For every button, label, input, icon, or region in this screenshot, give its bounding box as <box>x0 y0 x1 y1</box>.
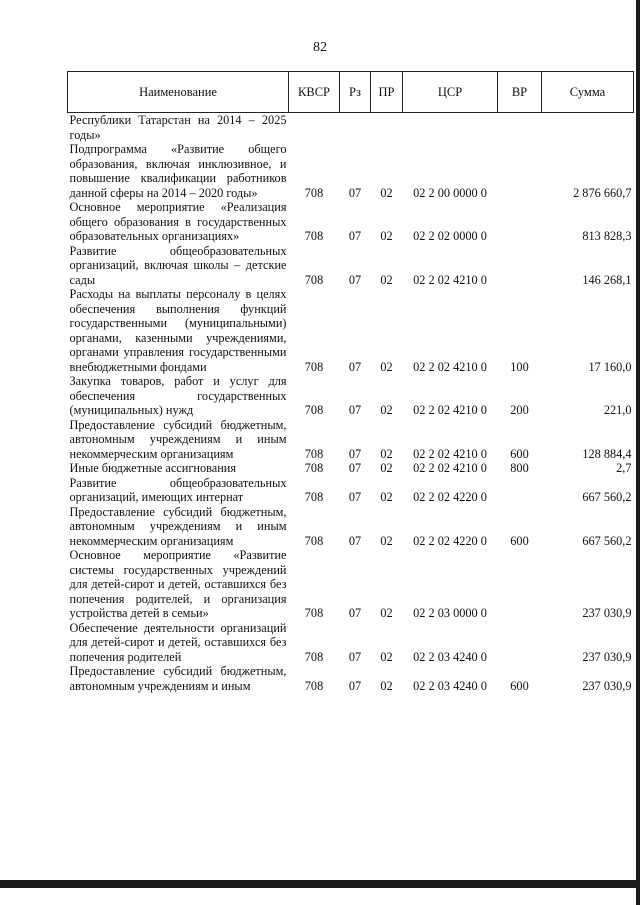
row-csr: 02 2 03 4240 0 <box>413 649 487 664</box>
row-pr: 02 <box>380 272 393 287</box>
row-csr: 02 2 02 4210 0 <box>413 359 487 374</box>
row-pr: 02 <box>380 678 393 693</box>
row-csr: 02 2 02 0000 0 <box>413 229 487 243</box>
budget-table <box>67 71 634 693</box>
table-row <box>68 374 634 418</box>
row-csr: 02 2 03 4240 0 <box>413 678 487 693</box>
row-pr: 02 <box>380 446 393 461</box>
row-rz: 07 <box>348 533 362 548</box>
header-rz: Рз <box>340 72 371 113</box>
row-pr: 02 <box>380 490 393 504</box>
table-row <box>68 287 634 374</box>
row-rz: 07 <box>348 272 362 287</box>
header-pr: ПР <box>371 72 403 113</box>
row-kvsr: 708 <box>304 606 324 620</box>
row-sum: 667 560,2 <box>582 533 632 548</box>
row-vr: 600 <box>510 533 529 548</box>
row-name: Предоставление субсидий бюджетным, автономным учреждениям и иным <box>69 664 287 693</box>
row-rz <box>340 113 371 143</box>
row-name: Развитие общеобразовательных организаций, имеющих интернат <box>69 475 287 504</box>
row-csr: 02 2 03 0000 0 <box>413 606 487 620</box>
row-kvsr: 708 <box>304 533 324 548</box>
row-kvsr: 708 <box>304 490 324 504</box>
row-name: Основное мероприятие «Развитие системы государственных учреждений для детей-сирот и детей, оставшихся без попечения родителей, и организация устройства детей в семьи» <box>69 548 287 620</box>
row-kvsr: 708 <box>304 446 324 461</box>
header-csr: ЦСР <box>403 72 498 113</box>
table-row <box>68 476 634 505</box>
row-vr <box>498 200 542 244</box>
row-name: Иные бюджетные ассигнования <box>69 461 237 475</box>
row-pr <box>371 113 403 143</box>
row-rz: 07 <box>348 606 362 620</box>
row-rz: 07 <box>348 461 362 475</box>
row-rz: 07 <box>348 229 362 243</box>
table-row <box>68 418 634 462</box>
row-name: Предоставление субсидий бюджетным, автономным учреждениям и иным некоммерческим организациям <box>69 504 287 548</box>
row-kvsr <box>289 113 340 143</box>
row-rz: 07 <box>348 490 362 504</box>
row-sum: 667 560,2 <box>582 490 632 504</box>
table-row <box>68 548 634 621</box>
row-csr: 02 2 02 4220 0 <box>413 490 487 504</box>
table-header-row <box>68 72 634 113</box>
header-name: Наименование <box>68 72 289 113</box>
table-row <box>68 621 634 665</box>
row-csr: 02 2 02 4210 0 <box>413 446 487 461</box>
page-number: 82 <box>313 40 327 55</box>
row-rz: 07 <box>348 649 362 664</box>
row-kvsr: 708 <box>304 359 324 374</box>
row-rz: 07 <box>348 678 362 693</box>
row-sum: 128 884,4 <box>582 446 632 461</box>
row-kvsr: 708 <box>304 272 324 287</box>
row-vr: 200 <box>510 403 529 417</box>
row-sum: 221,0 <box>603 403 632 417</box>
row-sum: 237 030,9 <box>582 678 632 693</box>
row-sum: 237 030,9 <box>582 606 632 620</box>
row-name: Развитие общеобразовательных организаций, включая школы – детские сады <box>69 243 287 287</box>
row-rz: 07 <box>348 185 362 200</box>
row-rz: 07 <box>348 446 362 461</box>
scan-edge-right <box>636 0 640 905</box>
table-row <box>68 505 634 549</box>
row-sum: 2 876 660,7 <box>573 185 632 200</box>
row-kvsr: 708 <box>304 461 324 475</box>
table-row <box>68 244 634 288</box>
row-sum: 813 828,3 <box>582 229 632 243</box>
scan-edge-bottom <box>0 880 640 888</box>
header-vr: ВР <box>498 72 542 113</box>
row-vr <box>498 548 542 621</box>
row-csr: 02 2 02 4210 0 <box>413 272 487 287</box>
row-vr: 600 <box>510 678 529 693</box>
row-vr: 100 <box>510 359 529 374</box>
table-row <box>68 461 634 476</box>
row-rz: 07 <box>348 359 362 374</box>
row-csr: 02 2 02 4220 0 <box>413 533 487 548</box>
row-csr: 02 2 02 4210 0 <box>413 403 487 417</box>
row-sum: 146 268,1 <box>582 272 632 287</box>
row-sum: 237 030,9 <box>582 649 632 664</box>
row-kvsr: 708 <box>304 229 324 243</box>
row-vr <box>498 244 542 288</box>
row-pr: 02 <box>380 606 393 620</box>
row-pr: 02 <box>380 359 393 374</box>
row-kvsr: 708 <box>304 678 324 693</box>
header-kvsr: КВСР <box>289 72 340 113</box>
header-sum: Сумма <box>542 72 634 113</box>
row-sum: 17 160,0 <box>588 359 632 374</box>
row-pr: 02 <box>380 649 393 664</box>
row-csr: 02 2 00 0000 0 <box>413 185 487 200</box>
row-csr: 02 2 02 4210 0 <box>413 461 487 475</box>
row-name: Основное мероприятие «Реализация общего образования в государственных образовательных организациях» <box>69 200 287 243</box>
table-row <box>68 664 634 693</box>
row-name: Предоставление субсидий бюджетным, автономным учреждениям и иным некоммерческим организациям <box>69 417 287 461</box>
row-pr: 02 <box>380 185 393 200</box>
table-row <box>68 142 634 200</box>
row-pr: 02 <box>380 403 393 417</box>
table-row <box>68 113 634 143</box>
row-sum: 2,7 <box>616 461 632 475</box>
row-pr: 02 <box>380 229 393 243</box>
row-vr <box>498 621 542 665</box>
row-kvsr: 708 <box>304 185 324 200</box>
row-sum <box>542 113 634 143</box>
row-vr: 600 <box>510 446 529 461</box>
row-vr <box>498 476 542 505</box>
row-name: Республики Татарстан на 2014 – 2025 годы» <box>69 113 287 142</box>
row-name: Обеспечение деятельности организаций для детей-сирот и детей, оставшихся без попечения родителей <box>69 620 287 664</box>
row-kvsr: 708 <box>304 403 324 417</box>
row-vr <box>498 113 542 143</box>
row-kvsr: 708 <box>304 649 324 664</box>
row-pr: 02 <box>380 461 393 475</box>
row-vr <box>498 142 542 200</box>
row-rz: 07 <box>348 403 362 417</box>
row-name: Подпрограмма «Развитие общего образования, включая инклюзивное, и повышение квалификации работников данной сферы на 2014 – 2020 годы» <box>69 142 287 200</box>
row-name: Расходы на выплаты персоналу в целях обеспечения выполнения функций государственными (муниципальными) органами, казенными учреждениями, органами управления государственными внебюджетными фондами <box>69 287 287 374</box>
row-name: Закупка товаров, работ и услуг для обеспечения государственных (муниципальных) нужд <box>69 374 287 417</box>
row-vr: 800 <box>510 461 529 475</box>
table-row <box>68 200 634 244</box>
row-csr <box>403 113 498 143</box>
row-pr: 02 <box>380 533 393 548</box>
